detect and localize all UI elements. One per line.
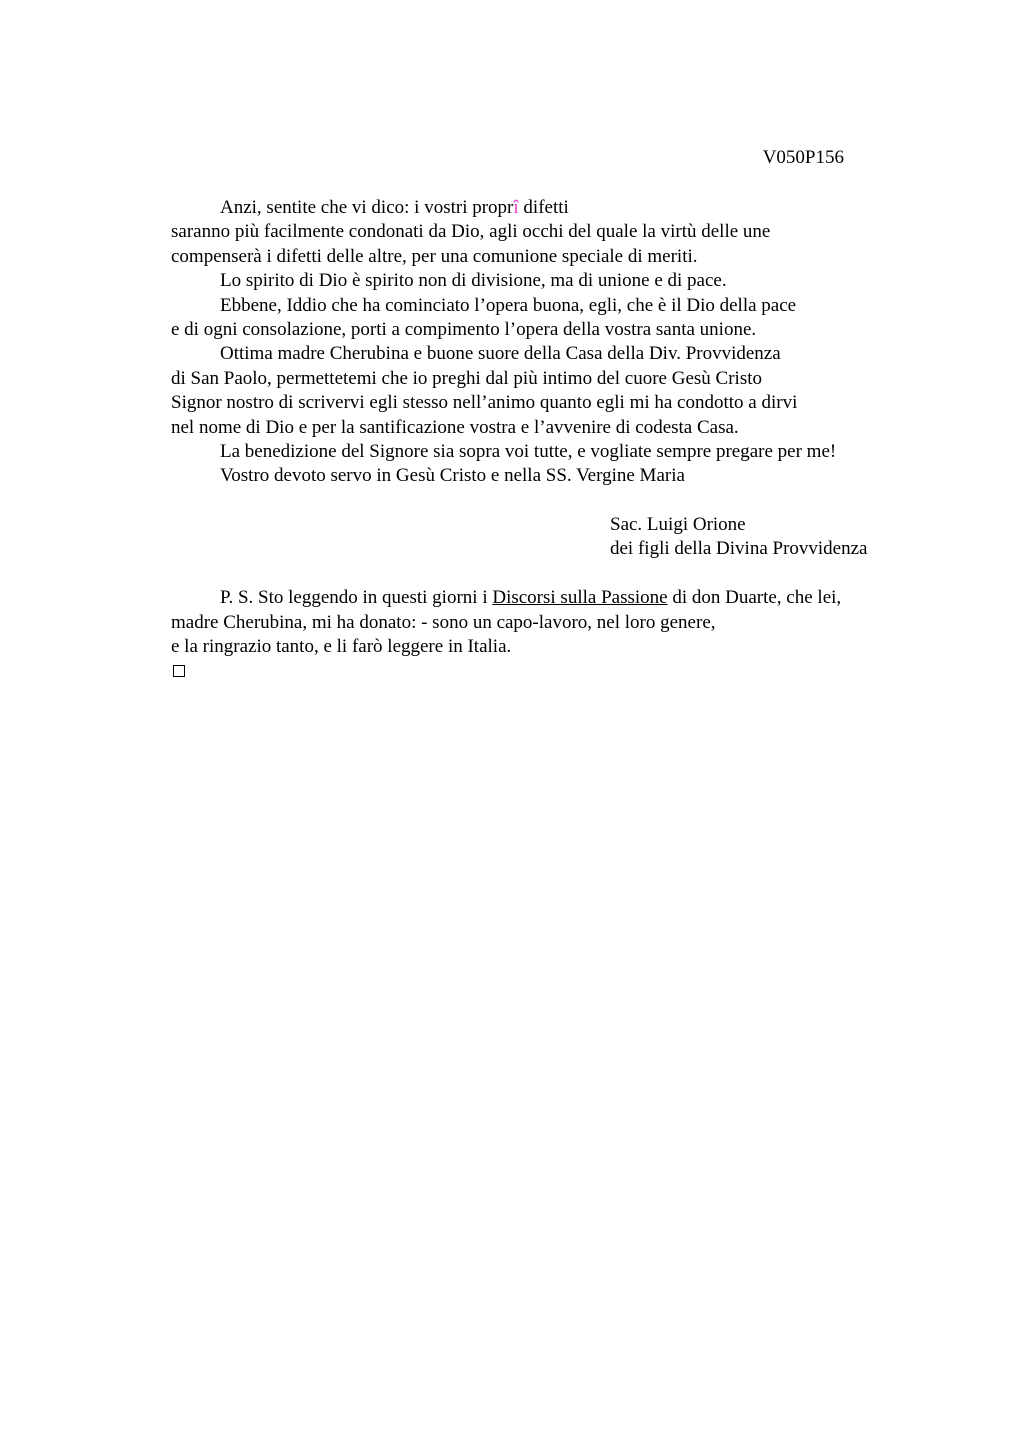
paragraph-3-line-2: e di ogni consolazione, porti a compimento l’opera della vostra santa unione. <box>171 318 757 340</box>
paragraph-4-line-2: di San Paolo, permettetemi che io preghi dal più intimo del cuore Gesù Cristo <box>171 367 762 389</box>
paragraph-1-line-2: saranno più facilmente condonati da Dio, agli occhi del quale la virtù delle une <box>171 221 771 243</box>
text-segment: difetti <box>518 197 569 218</box>
paragraph-3-line-1: Ebbene, Iddio che ha cominciato l’opera buona, egli, che è il Dio della pace <box>220 294 797 316</box>
postscript-line-1 <box>171 586 931 610</box>
spacer <box>171 489 931 513</box>
paragraph-4-line-3: Signor nostro di scrivervi egli stesso nell’animo quanto egli mi ha condotto a dirvi <box>171 392 798 414</box>
paragraph-4-line-1: Ottima madre Cherubina e buone suore della Casa della Div. Provvidenza <box>220 343 781 365</box>
paragraph-5: La benedizione del Signore sia sopra voi tutte, e vogliate sempre pregare per me! <box>220 440 837 462</box>
paragraph-4-line-4: nel nome di Dio e per la santificazione vostra e l’avvenire di codesta Casa. <box>171 416 739 438</box>
signature-name: Sac. Luigi Orione <box>610 514 746 536</box>
page-id: V050P156 <box>762 147 844 168</box>
text-segment: di don Duarte, che lei, <box>667 587 842 609</box>
paragraph-1-line-3: compenserà i difetti delle altre, per una comunione speciale di meriti. <box>171 245 698 267</box>
paragraph-2: Lo spirito di Dio è spirito non di divisione, ma di unione e di pace. <box>220 270 727 292</box>
postscript-line-2: madre Cherubina, mi ha donato: - sono un capo-lavoro, nel loro genere, <box>171 611 716 633</box>
letter-body <box>171 196 931 684</box>
signature-title: dei figli della Divina Provvidenza <box>610 538 868 560</box>
book-title: Discorsi sulla Passione <box>492 587 668 609</box>
end-mark-line <box>171 659 931 683</box>
spacer <box>171 562 931 586</box>
postscript-line-3: e la ringrazio tanto, e li farò leggere in Italia. <box>171 636 512 658</box>
paragraph-1-line-1 <box>171 196 931 220</box>
text-segment: P. S. Sto leggendo in questi giorni i <box>220 587 493 609</box>
paragraph-6: Vostro devoto servo in Gesù Cristo e nella SS. Vergine Maria <box>220 465 685 487</box>
empty-square-icon <box>173 665 185 677</box>
text-segment: Anzi, sentite che vi dico: i vostri propr <box>220 197 514 218</box>
highlighted-character: î <box>513 197 519 218</box>
